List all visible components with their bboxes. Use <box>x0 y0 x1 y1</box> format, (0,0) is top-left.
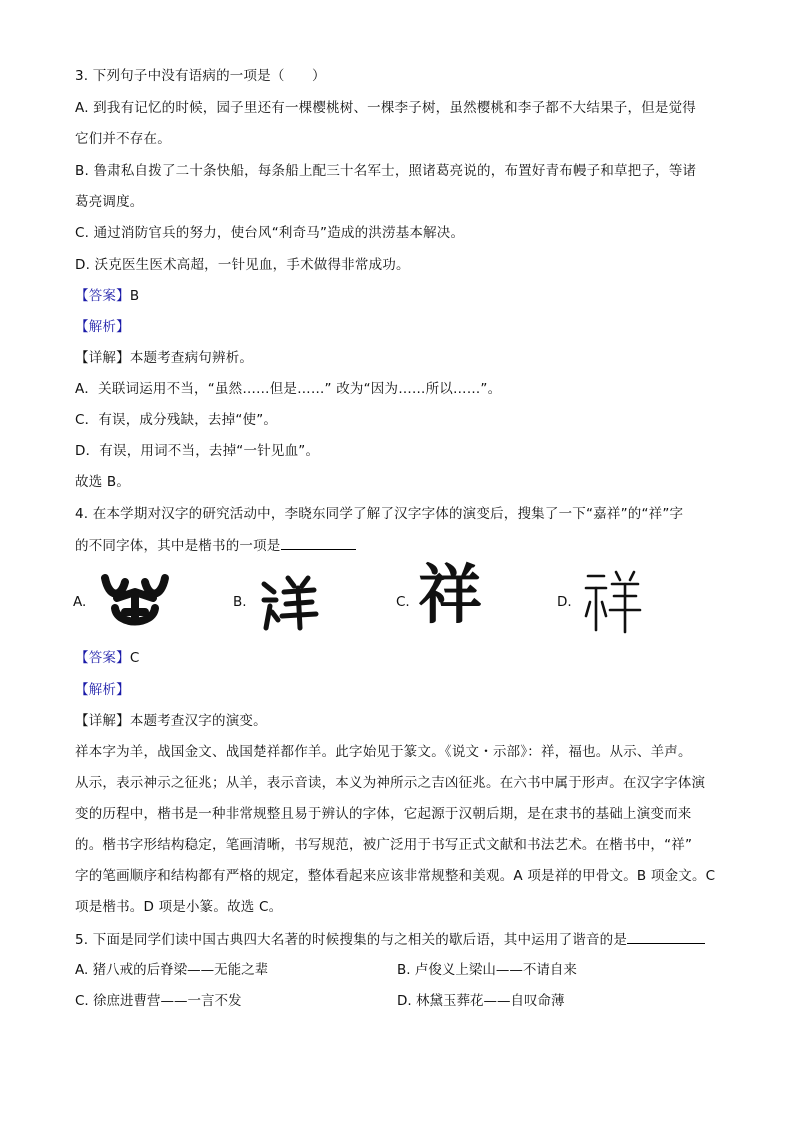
q4-analysis-tag: 【解析】 <box>75 682 130 698</box>
q4-stem-line1: 4. 在本学期对汉字的研究活动中，李晓东同学了解了汉字字体的演变后，搜集了一下“嘉祥”的“祥”字 <box>75 506 684 522</box>
q4-option-a-label: A. <box>73 594 87 610</box>
q4-paragraph-line5: 字的笔画顺序和结构都有严格的规定，整体看起来应该非常规整和美观。A 项是祥的甲骨文。B 项金文。C <box>75 868 716 884</box>
answer-tag: 【答案】 <box>75 288 130 304</box>
bronze-yang-glyph <box>258 572 320 634</box>
q3-detail: 本题考查病句辨析。 <box>129 350 254 366</box>
detail-tag: 【详解】 <box>75 713 130 729</box>
seal-xiang-glyph <box>582 568 642 634</box>
q3-analysis-tag: 【解析】 <box>75 319 130 335</box>
q4-paragraph-line3: 变的历程中，楷书是一种非常规整且易于辨认的字体，它起源于汉朝后期，是在隶书的基础上演变而来 <box>75 806 692 822</box>
detail-tag: 【详解】 <box>75 350 130 366</box>
q4-stem-line2 <box>75 535 356 556</box>
q4-detail: 本题考查汉字的演变。 <box>129 713 267 729</box>
q3-detail-line <box>75 348 253 368</box>
q4-paragraph-line4: 的。楷书字形结构稳定，笔画清晰，书写规范，被广泛用于书写正式文献和书法艺术。在楷书中，“祥” <box>75 837 693 853</box>
q5-option-a: A. 猪八戒的后脊梁——无能之辈 <box>75 962 269 978</box>
q3-option-b-line2: 葛亮调度。 <box>75 194 144 210</box>
q5-stem-text: 5. 下面是同学们读中国古典四大名著的时候搜集的与之相关的歇后语，其中运用了谐音的是 <box>75 932 628 948</box>
q5-stem-line <box>75 929 705 950</box>
q3-option-b-line1: B. 鲁肃私自拨了二十条快船，每条船上配三十名军士，照诸葛亮说的，布置好青布幔子和草把子，等诸 <box>75 163 697 179</box>
q3-analysis-d: D．有误，用词不当，去掉“一针见血”。 <box>75 443 320 459</box>
answer-tag: 【答案】 <box>75 650 130 666</box>
q3-analysis-c: C．有误，成分残缺，去掉“使”。 <box>75 412 278 428</box>
q4-option-b-label: B. <box>233 594 247 610</box>
q3-option-a-line1: A. 到我有记忆的时候，园子里还有一棵樱桃树、一棵李子树，虽然樱桃和李子都不大结果子，但是觉得 <box>75 100 696 116</box>
answer-blank <box>627 929 705 944</box>
q5-option-b: B. 卢俊义上梁山——不请自来 <box>397 962 577 978</box>
q5-option-c: C. 徐庶进曹营——一言不发 <box>75 993 242 1009</box>
kaishu-xiang-glyph: 祥 <box>418 558 482 633</box>
q3-answer-line <box>75 286 139 306</box>
q5-option-d: D. 林黛玉葬花——自叹命薄 <box>397 993 565 1009</box>
q4-answer-line <box>75 648 139 668</box>
q4-detail-line <box>75 711 267 731</box>
q4-paragraph-line2: 从示，表示神示之征兆；从羊，表示音读，本义为神所示之吉凶征兆。在六书中属于形声。在汉字字体演 <box>75 775 706 791</box>
q4-option-d-label: D. <box>557 594 572 610</box>
q4-answer: C <box>129 650 140 666</box>
q3-answer: B <box>129 288 140 304</box>
q3-option-d: D. 沃克医生医术高超，一针见血，手术做得非常成功。 <box>75 257 410 273</box>
q3-stem: 3. 下列句子中没有语病的一项是（ ） <box>75 68 326 84</box>
q4-paragraph-line1: 祥本字为羊，战国金文、战国楚祥都作羊。此字始见于篆文。《说文・示部》：祥，福也。从示、羊声。 <box>75 744 692 760</box>
q4-paragraph-line6: 项是楷书。D 项是小篆。故选 C。 <box>75 899 283 915</box>
q3-analysis-a: A．关联词运用不当，“虽然……但是……” 改为“因为……所以……”。 <box>75 381 502 397</box>
q3-option-a-line2: 它们并不存在。 <box>75 131 171 147</box>
q3-conclusion: 故选 B。 <box>75 474 131 490</box>
q3-option-c: C. 通过消防官兵的努力，使台风“利奇马”造成的洪涝基本解决。 <box>75 225 465 241</box>
answer-blank <box>281 535 356 550</box>
q4-option-c-label: C. <box>396 594 410 610</box>
oracle-bone-yang-glyph <box>95 568 175 638</box>
q4-stem-text: 的不同字体，其中是楷书的一项是 <box>75 538 281 554</box>
